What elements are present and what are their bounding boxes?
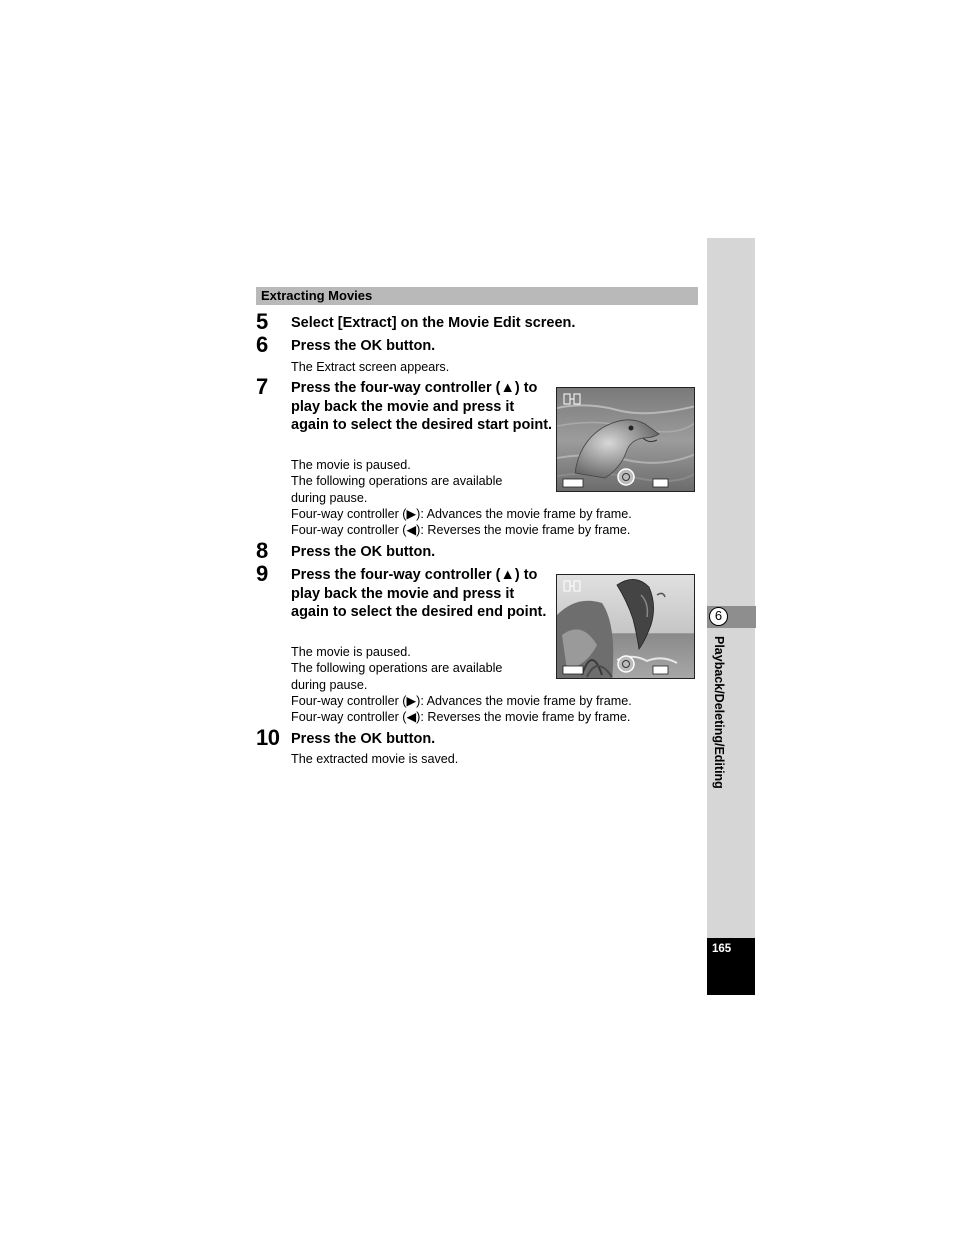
chapter-tab — [707, 606, 756, 628]
step-5-number: 5 — [256, 309, 268, 334]
end-frame-image — [556, 574, 695, 679]
step-9-line: Four-way controller (▶): Advances the movie frame by frame. — [291, 694, 632, 708]
step-10-number: 10 — [256, 725, 280, 750]
step-9-line: Four-way controller (◀): Reverses the movie frame by frame. — [291, 710, 631, 724]
step-7-number: 7 — [256, 374, 268, 399]
step-10-note: The extracted movie is saved. — [291, 752, 459, 766]
section-header — [256, 287, 698, 305]
step-6-heading: Press the OK button. — [291, 338, 436, 354]
step-6-note: The Extract screen appears. — [291, 360, 450, 374]
chapter-number: 6 — [709, 607, 728, 626]
step-8-heading: Press the OK button. — [291, 544, 436, 560]
chapter-title: Playback/Deleting/Editing — [712, 636, 726, 789]
step-6-number: 6 — [256, 332, 268, 357]
page-number-box — [707, 938, 755, 995]
step-7-line: The movie is paused. — [291, 458, 411, 472]
step-9-line: The following operations are available — [291, 661, 503, 675]
step-7-line: The following operations are available — [291, 474, 503, 488]
section-title: Extracting Movies — [261, 288, 373, 303]
start-frame-image — [556, 387, 695, 492]
step-5-heading: Select [Extract] on the Movie Edit screen. — [291, 315, 576, 331]
page-number: 165 — [712, 943, 732, 955]
step-10-heading: Press the OK button. — [291, 731, 436, 747]
step-8-number: 8 — [256, 538, 268, 563]
step-9-number: 9 — [256, 561, 268, 586]
step-9-line: The movie is paused. — [291, 645, 411, 659]
step-7-line: Four-way controller (◀): Reverses the movie frame by frame. — [291, 523, 631, 537]
step-7-line: Four-way controller (▶): Advances the movie frame by frame. — [291, 507, 632, 521]
step-7-line: during pause. — [291, 491, 368, 505]
step-7-heading: Press the four-way controller (▲) to play back the movie and press it again to select the desired start point. — [291, 380, 553, 434]
step-9-line: during pause. — [291, 678, 368, 692]
step-9-heading: Press the four-way controller (▲) to play back the movie and press it again to select the desired end point. — [291, 567, 547, 621]
